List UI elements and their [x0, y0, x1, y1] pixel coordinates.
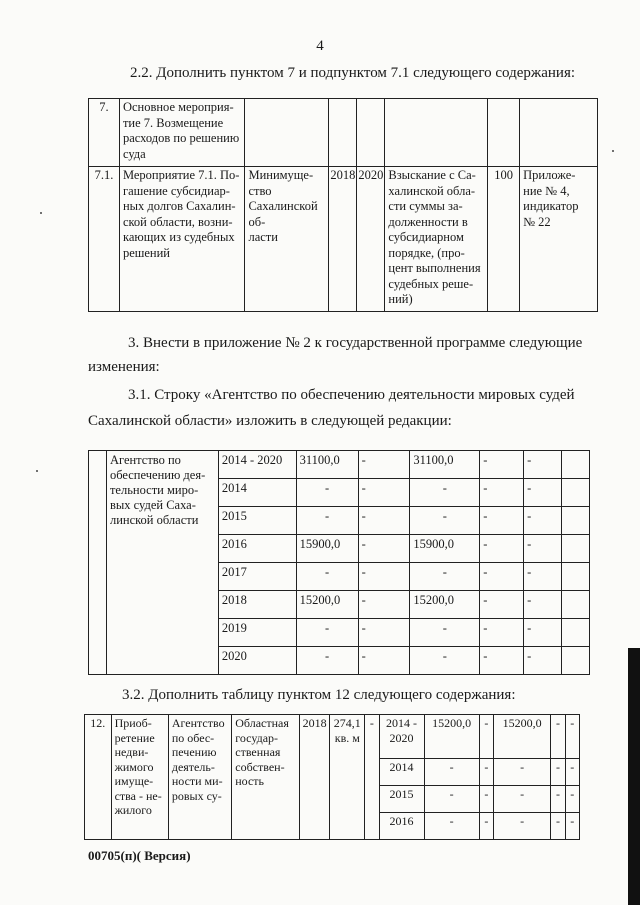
table-row-7-1: [89, 167, 598, 312]
paragraph-3-line-2: изменения:: [88, 359, 160, 375]
paragraph-3-1-line-2: Сахалинской области» изложить в следующей редакции:: [88, 413, 452, 429]
table-row: 2020 - - - - -: [89, 647, 590, 675]
table-row: 2014 - - - - -: [85, 759, 580, 786]
item-12-object: Приоб- ретение недви- жимого имуще- ства - не- жилого: [111, 715, 168, 840]
table-row: Агентство по обеспечению дея- тельности миро- вых судей Саха- линской области 2014 - 2020 31100,0 - 31100,0 - -: [89, 451, 590, 479]
table-measures: [88, 98, 598, 312]
row-7-1-indicator: Взыскание с Са- халинской обла- сти суммы за- долженности в субсидиарном порядке, (про- цент выполнения судебных реше- ний): [385, 167, 488, 312]
row-7-1-executor: Минимуще- ство Сахалинской об- ласти: [245, 167, 329, 312]
agency-name: Агентство по обеспечению дея- тельности миро- вых судей Саха- линской области: [106, 451, 218, 675]
table-row: 2014 - - - - -: [89, 479, 590, 507]
item-12-year: 2018: [299, 715, 330, 840]
row-7-1-value: 100: [488, 167, 520, 312]
table-row: 2016 15900,0 - 15900,0 - -: [89, 535, 590, 563]
scan-speck: [40, 212, 42, 214]
row-7-1-number: 7.1.: [89, 167, 120, 312]
table-row: 12. Приоб- ретение недви- жимого имуще- ства - не- жилого Агентство по обес- печению деятель- ности ми- ровых су- Областная государ- ственная собствен- ность 2018 274,1 кв. м - 2014 - 2020 15200,0 - 15200,0 - -: [85, 715, 580, 759]
scan-speck: [612, 150, 614, 152]
table-row: 2017 - - - - -: [89, 563, 590, 591]
row-7-1-start-year: 2018: [329, 167, 357, 312]
row-7-number: 7.: [89, 99, 120, 167]
item-12-agency: Агентство по обес- печению деятель- ности ми- ровых су-: [168, 715, 231, 840]
section-3-2-heading: 3.2. Дополнить таблицу пунктом 12 следующего содержания:: [122, 687, 516, 703]
page-number: 4: [316, 38, 324, 54]
scan-edge-shadow: [628, 648, 640, 905]
item-12-dash: -: [365, 715, 379, 840]
row-7-1-end-year: 2020: [357, 167, 385, 312]
row-7-1-reference: Приложе- ние № 4, индикатор № 22: [520, 167, 598, 312]
paragraph-3: [128, 330, 594, 356]
footer-code: 00705(п)( Версия): [88, 848, 191, 863]
paragraph-3-line-1: 3. Внести в приложение № 2 к государственной программе следующие: [128, 335, 583, 351]
section-2-2-heading: 2.2. Дополнить пунктом 7 и подпунктом 7.1 следующего содержания:: [130, 65, 576, 81]
item-12-area: 274,1 кв. м: [330, 715, 365, 840]
table-item-12: [84, 714, 580, 840]
table-row: 2016 - - - - -: [85, 813, 580, 840]
table-row-7: [89, 99, 598, 167]
table-row: 2018 15200,0 - 15200,0 - -: [89, 591, 590, 619]
item-12-ownership: Областная государ- ственная собствен- ность: [232, 715, 300, 840]
row-7-1-text: Мероприятие 7.1. По- гашение субсидиар- ных долгов Сахалин- ской области, возни- кающих из судебных решений: [119, 167, 245, 312]
table-row: 2015 - - - - -: [89, 507, 590, 535]
item-12-number: 12.: [85, 715, 112, 840]
scan-speck: [36, 470, 38, 472]
row-7-text: Основное мероприя- тие 7. Возмещение расходов по решению суда: [119, 99, 245, 167]
table-row: 2019 - - - - -: [89, 619, 590, 647]
table-agency-funding: [88, 450, 590, 675]
paragraph-3-1-line-1: 3.1. Строку «Агентство по обеспечению деятельности мировых судей: [128, 387, 575, 403]
table-row: 2015 - - - - -: [85, 786, 580, 813]
